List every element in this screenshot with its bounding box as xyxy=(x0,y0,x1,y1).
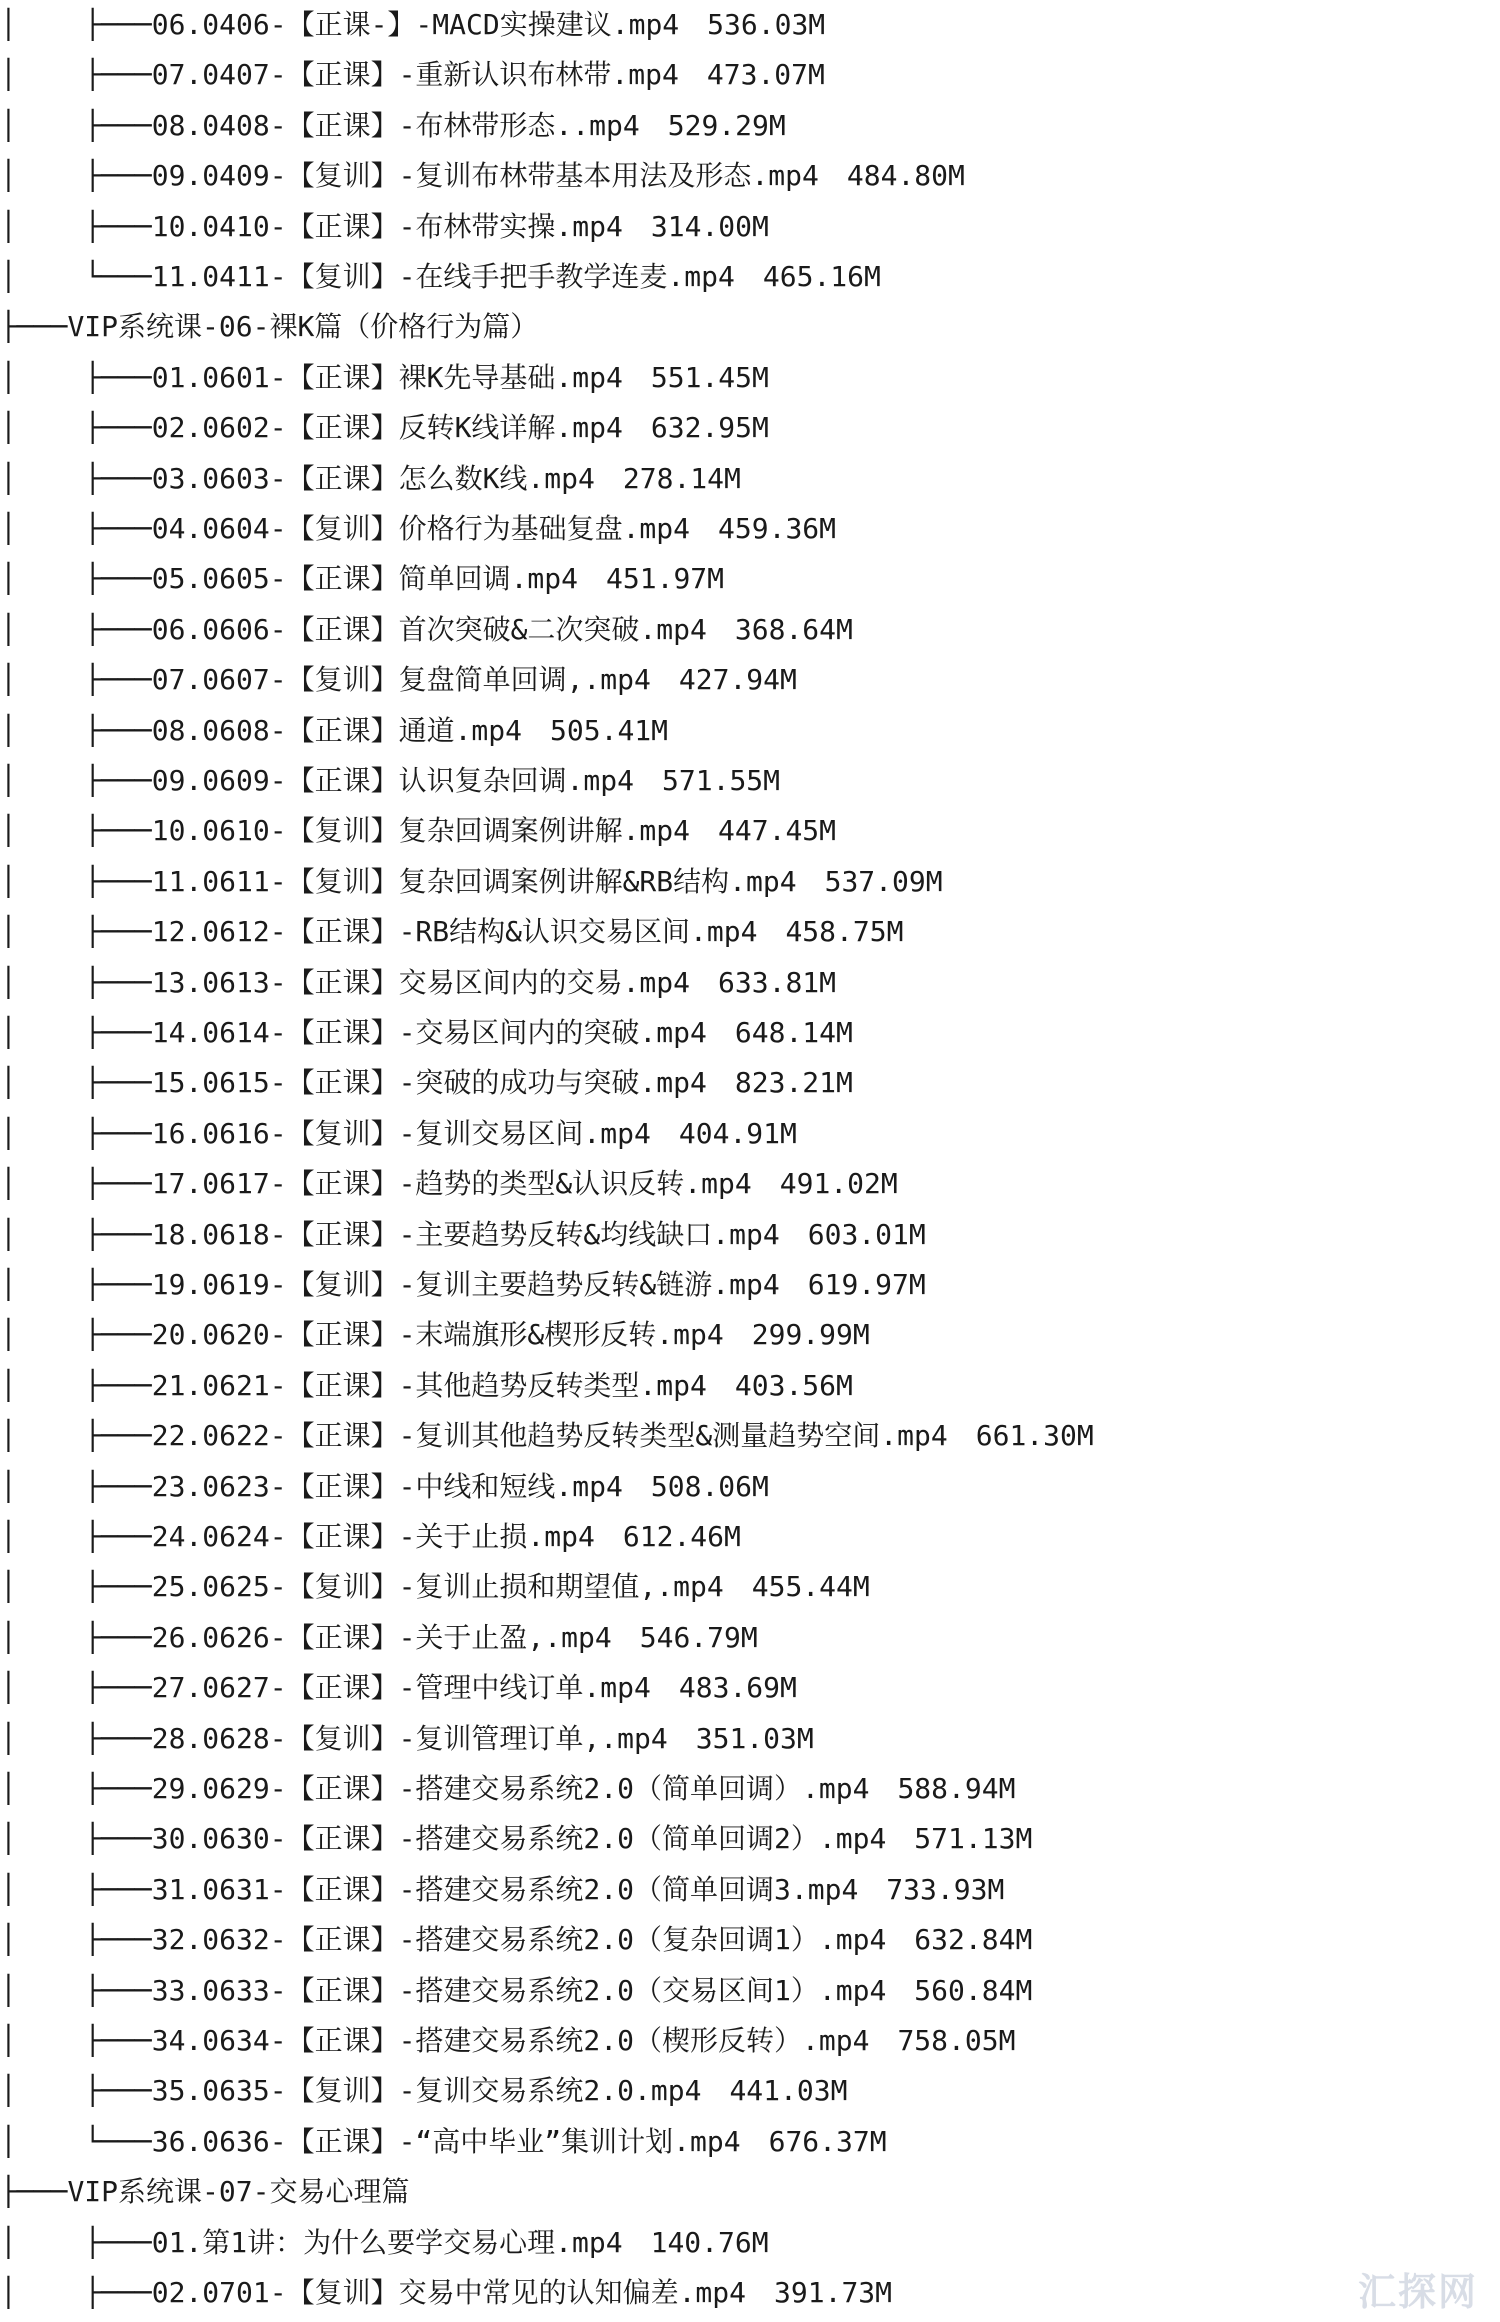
file-entry[interactable] xyxy=(0,2066,847,2116)
folder-name: VIP系统课-07-交易心理篇 xyxy=(67,2175,410,2209)
tree-branch-prefix: │ ├─── xyxy=(0,1419,152,1453)
file-name: 03.0603-【正课】怎么数K线.mp4 xyxy=(151,461,595,495)
file-name: 02.0602-【正课】反转K线详解.mp4 xyxy=(151,411,623,445)
file-size: 612.46M xyxy=(622,1520,741,1553)
tree-branch-prefix: │ ├─── xyxy=(0,2024,152,2057)
file-name: 26.0626-【正课】-关于止盈,.mp4 xyxy=(151,1620,612,1654)
file-name: 10.0610-【复训】复杂回调案例讲解.mp4 xyxy=(151,814,691,848)
file-size: 505.41M xyxy=(550,713,669,747)
file-name: 18.0618-【正课】-主要趋势反转&均线缺口.mp4 xyxy=(151,1217,780,1251)
tree-branch-prefix: │ ├─── xyxy=(0,1822,152,1856)
tree-branch-prefix: │ ├─── xyxy=(0,1973,152,2007)
file-entry[interactable] xyxy=(0,1462,769,1512)
file-entry[interactable] xyxy=(0,101,786,151)
file-entry[interactable] xyxy=(0,151,965,201)
file-entry[interactable] xyxy=(0,1109,797,1159)
tree-branch-prefix: ├─── xyxy=(0,310,68,344)
folder-entry[interactable] xyxy=(0,302,538,352)
tree-branch-prefix: │ ├─── xyxy=(0,1872,152,1906)
file-name: 24.0624-【正课】-关于止损.mp4 xyxy=(151,1520,595,1553)
file-size: 483.69M xyxy=(678,1671,797,1705)
file-size: 491.02M xyxy=(779,1167,898,1201)
file-entry[interactable] xyxy=(0,554,724,604)
file-name: 06.0606-【正课】首次突破&二次突破.mp4 xyxy=(151,612,707,646)
file-size: 455.44M xyxy=(751,1570,870,1604)
file-entry[interactable] xyxy=(0,2016,1015,2066)
file-entry[interactable] xyxy=(0,1361,853,1411)
tree-branch-prefix: │ ├─── xyxy=(0,1772,152,1805)
file-entry[interactable] xyxy=(0,1008,853,1058)
file-size: 551.45M xyxy=(650,360,769,394)
tree-branch-prefix: │ ├─── xyxy=(0,411,152,445)
file-name: 36.0636-【正课】-“高中毕业”集训计划.mp4 xyxy=(151,2124,741,2158)
file-entry[interactable] xyxy=(0,958,836,1008)
file-name: 07.0607-【复训】复盘简单回调,.mp4 xyxy=(151,663,651,697)
tree-branch-prefix: │ ├─── xyxy=(0,764,152,797)
tree-branch-prefix: │ ├─── xyxy=(0,1066,152,1100)
file-name: 30.0630-【正课】-搭建交易系统2.0（简单回调2）.mp4 xyxy=(151,1822,887,1856)
file-entry[interactable] xyxy=(0,1814,1032,1864)
file-entry[interactable] xyxy=(0,2117,887,2167)
file-entry[interactable] xyxy=(0,1764,1015,1814)
tree-branch-prefix: │ ├─── xyxy=(0,1116,152,1150)
tree-branch-prefix: │ ├─── xyxy=(0,1520,152,1553)
file-name: 05.0605-【正课】简单回调.mp4 xyxy=(151,562,579,596)
file-entry[interactable] xyxy=(0,2218,769,2268)
file-size: 484.80M xyxy=(846,159,965,193)
file-entry[interactable] xyxy=(0,1310,870,1360)
file-entry[interactable] xyxy=(0,1663,797,1713)
tree-branch-prefix: │ ├─── xyxy=(0,159,152,193)
file-name: 09.0409-【复训】-复训布林带基本用法及形态.mp4 xyxy=(151,159,819,193)
file-entry[interactable] xyxy=(0,857,943,907)
folder-entry[interactable] xyxy=(0,2167,409,2217)
file-size: 314.00M xyxy=(650,209,769,243)
file-name: 20.0620-【正课】-末端旗形&楔形反转.mp4 xyxy=(151,1318,724,1352)
file-entry[interactable] xyxy=(0,0,825,50)
tree-branch-prefix: │ ├─── xyxy=(0,1167,152,1201)
file-name: 27.0627-【正课】-管理中线订单.mp4 xyxy=(151,1671,651,1705)
tree-branch-prefix: │ └─── xyxy=(0,260,152,293)
tree-branch-prefix: │ ├─── xyxy=(0,1570,152,1604)
file-entry[interactable] xyxy=(0,655,797,705)
file-size: 758.05M xyxy=(897,2024,1016,2057)
file-size: 823.21M xyxy=(734,1066,853,1100)
file-entry[interactable] xyxy=(0,1159,898,1209)
file-name: 09.0609-【正课】认识复杂回调.mp4 xyxy=(151,764,635,797)
tree-branch-prefix: │ ├─── xyxy=(0,1318,152,1352)
file-size: 536.03M xyxy=(707,8,826,41)
tree-branch-prefix: │ ├─── xyxy=(0,2276,152,2309)
file-entry[interactable] xyxy=(0,252,881,302)
file-entry[interactable] xyxy=(0,1512,741,1562)
folder-name: VIP系统课-06-裸K篇（价格行为篇） xyxy=(67,310,539,344)
file-entry[interactable] xyxy=(0,50,825,100)
file-name: 33.0633-【正课】-搭建交易系统2.0（交易区间1）.mp4 xyxy=(151,1973,887,2007)
file-size: 368.64M xyxy=(734,612,853,646)
tree-branch-prefix: │ ├─── xyxy=(0,8,152,41)
file-name: 31.0631-【正课】-搭建交易系统2.0（简单回调3.mp4 xyxy=(151,1872,859,1906)
tree-branch-prefix: │ ├─── xyxy=(0,58,152,92)
file-name: 35.0635-【复训】-复训交易系统2.0.mp4 xyxy=(151,2074,702,2108)
file-name: 29.0629-【正课】-搭建交易系统2.0（简单回调）.mp4 xyxy=(151,1772,870,1805)
file-name: 04.0604-【复训】价格行为基础复盘.mp4 xyxy=(151,512,691,545)
file-size: 391.73M xyxy=(774,2276,893,2309)
file-size: 537.09M xyxy=(824,864,943,898)
file-entry[interactable] xyxy=(0,202,769,252)
file-size: 648.14M xyxy=(734,1016,853,1049)
tree-branch-prefix: │ ├─── xyxy=(0,612,152,646)
file-name: 02.0701-【复训】交易中常见的认知偏差.mp4 xyxy=(151,2276,747,2309)
tree-branch-prefix: │ ├─── xyxy=(0,965,152,999)
tree-branch-prefix: │ ├─── xyxy=(0,461,152,495)
file-entry[interactable] xyxy=(0,1411,1094,1461)
file-size: 632.95M xyxy=(650,411,769,445)
file-entry[interactable] xyxy=(0,1966,1032,2016)
file-name: 21.0621-【正课】-其他趋势反转类型.mp4 xyxy=(151,1368,707,1402)
file-entry[interactable] xyxy=(0,2268,892,2318)
file-size: 588.94M xyxy=(897,1772,1016,1805)
file-entry[interactable] xyxy=(0,706,668,756)
tree-branch-prefix: ├─── xyxy=(0,2175,68,2209)
file-name: 08.0408-【正课】-布林带形态..mp4 xyxy=(151,108,640,142)
file-size: 571.13M xyxy=(914,1822,1033,1856)
tree-branch-prefix: │ ├─── xyxy=(0,1721,152,1755)
tree-branch-prefix: │ ├─── xyxy=(0,1268,152,1301)
file-size: 404.91M xyxy=(678,1116,797,1150)
file-entry[interactable] xyxy=(0,1865,1004,1915)
watermark-logo: 汇探网 xyxy=(1357,2270,1478,2314)
file-entry[interactable] xyxy=(0,756,780,806)
file-size: 465.16M xyxy=(762,260,881,293)
file-entry[interactable] xyxy=(0,1915,1032,1965)
tree-branch-prefix: │ ├─── xyxy=(0,1016,152,1049)
file-size: 571.55M xyxy=(662,764,781,797)
file-name: 25.0625-【复训】-复训止损和期望值,.mp4 xyxy=(151,1570,724,1604)
file-size: 676.37M xyxy=(768,2124,887,2158)
tree-branch-prefix: │ └─── xyxy=(0,2124,152,2158)
tree-branch-prefix: │ ├─── xyxy=(0,1469,152,1503)
file-entry[interactable] xyxy=(0,454,741,504)
file-size: 447.45M xyxy=(718,814,837,848)
file-size: 351.03M xyxy=(695,1721,814,1755)
file-size: 441.03M xyxy=(729,2074,848,2108)
file-size: 427.94M xyxy=(678,663,797,697)
file-name: 17.0617-【正课】-趋势的类型&认识反转.mp4 xyxy=(151,1167,752,1201)
file-entry[interactable] xyxy=(0,403,769,453)
file-name: 28.0628-【复训】-复训管理订单,.mp4 xyxy=(151,1721,668,1755)
file-name: 07.0407-【正课】-重新认识布林带.mp4 xyxy=(151,58,679,92)
file-name: 14.0614-【正课】-交易区间内的突破.mp4 xyxy=(151,1016,707,1049)
file-name: 23.0623-【正课】-中线和短线.mp4 xyxy=(151,1469,623,1503)
file-name: 13.0613-【正课】交易区间内的交易.mp4 xyxy=(151,965,691,999)
file-entry[interactable] xyxy=(0,1210,926,1260)
file-size: 733.93M xyxy=(886,1872,1005,1906)
file-name: 11.0411-【复训】-在线手把手教学连麦.mp4 xyxy=(151,260,735,293)
file-entry[interactable] xyxy=(0,806,836,856)
tree-branch-prefix: │ ├─── xyxy=(0,713,152,747)
file-name: 15.0615-【正课】-突破的成功与突破.mp4 xyxy=(151,1066,707,1100)
file-size: 603.01M xyxy=(807,1217,926,1251)
tree-branch-prefix: │ ├─── xyxy=(0,663,152,697)
file-size: 508.06M xyxy=(650,1469,769,1503)
file-size: 451.97M xyxy=(606,562,725,596)
file-size: 140.76M xyxy=(650,2225,769,2259)
file-entry[interactable] xyxy=(0,1058,853,1108)
file-name: 06.0406-【正课-】-MACD实操建议.mp4 xyxy=(151,8,680,41)
file-name: 32.0632-【正课】-搭建交易系统2.0（复杂回调1）.mp4 xyxy=(151,1923,887,1957)
file-entry[interactable] xyxy=(0,605,853,655)
tree-branch-prefix: │ ├─── xyxy=(0,1368,152,1402)
file-name: 11.0611-【复训】复杂回调案例讲解&RB结构.mp4 xyxy=(151,864,797,898)
tree-branch-prefix: │ ├─── xyxy=(0,562,152,596)
file-size: 299.99M xyxy=(751,1318,870,1352)
file-entry[interactable] xyxy=(0,1714,814,1764)
tree-branch-prefix: │ ├─── xyxy=(0,2225,152,2259)
file-size: 632.84M xyxy=(914,1923,1033,1957)
file-size: 546.79M xyxy=(639,1620,758,1654)
file-size: 633.81M xyxy=(718,965,837,999)
file-name: 19.0619-【复训】-复训主要趋势反转&链游.mp4 xyxy=(151,1268,780,1301)
tree-branch-prefix: │ ├─── xyxy=(0,2074,152,2108)
tree-branch-prefix: │ ├─── xyxy=(0,1671,152,1705)
tree-branch-prefix: │ ├─── xyxy=(0,1620,152,1654)
file-size: 459.36M xyxy=(718,512,837,545)
file-name: 22.0622-【正课】-复训其他趋势反转类型&测量趋势空间.mp4 xyxy=(151,1419,948,1453)
file-entry[interactable] xyxy=(0,1613,758,1663)
file-size: 560.84M xyxy=(914,1973,1033,2007)
file-name: 01.0601-【正课】裸K先导基础.mp4 xyxy=(151,360,623,394)
file-size: 619.97M xyxy=(807,1268,926,1301)
file-entry[interactable] xyxy=(0,353,769,403)
file-name: 10.0410-【正课】-布林带实操.mp4 xyxy=(151,209,623,243)
file-entry[interactable] xyxy=(0,907,903,957)
tree-branch-prefix: │ ├─── xyxy=(0,209,152,243)
tree-branch-prefix: │ ├─── xyxy=(0,360,152,394)
file-size: 458.75M xyxy=(785,915,904,949)
file-size: 473.07M xyxy=(706,58,825,92)
file-size: 661.30M xyxy=(975,1419,1094,1453)
file-entry[interactable] xyxy=(0,504,836,554)
file-name: 34.0634-【正课】-搭建交易系统2.0（楔形反转）.mp4 xyxy=(151,2024,870,2057)
file-size: 529.29M xyxy=(667,108,786,142)
tree-branch-prefix: │ ├─── xyxy=(0,1923,152,1957)
file-name: 16.0616-【复训】-复训交易区间.mp4 xyxy=(151,1116,651,1150)
file-entry[interactable] xyxy=(0,1260,926,1310)
file-size: 403.56M xyxy=(734,1368,853,1402)
file-name: 08.0608-【正课】通道.mp4 xyxy=(151,713,523,747)
tree-branch-prefix: │ ├─── xyxy=(0,864,152,898)
file-size: 278.14M xyxy=(622,461,741,495)
file-name: 01.第1讲：为什么要学交易心理.mp4 xyxy=(151,2225,623,2259)
tree-branch-prefix: │ ├─── xyxy=(0,108,152,142)
file-entry[interactable] xyxy=(0,1562,870,1612)
tree-branch-prefix: │ ├─── xyxy=(0,814,152,848)
file-name: 12.0612-【正课】-RB结构&认识交易区间.mp4 xyxy=(151,915,758,949)
tree-branch-prefix: │ ├─── xyxy=(0,512,152,545)
tree-branch-prefix: │ ├─── xyxy=(0,915,152,949)
tree-branch-prefix: │ ├─── xyxy=(0,1217,152,1251)
